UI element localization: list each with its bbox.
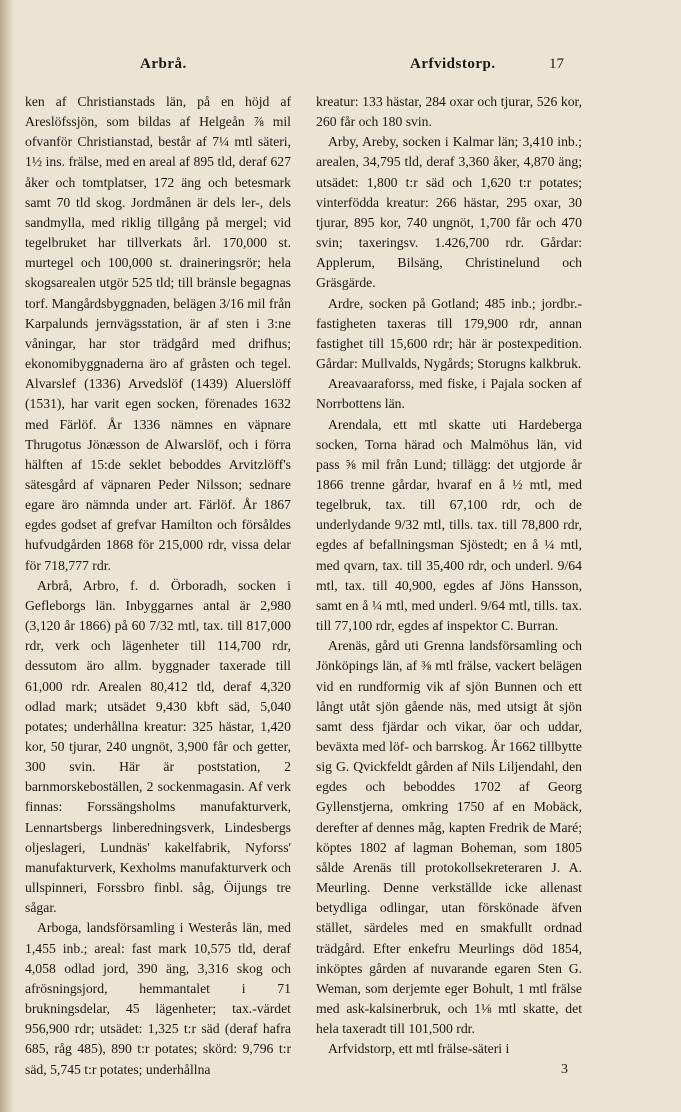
left-column <box>25 92 291 1080</box>
book-spine-shadow <box>0 0 14 1112</box>
right-column <box>316 92 582 1060</box>
page-number: 17 <box>549 56 564 72</box>
entry-paragraph: ken af Christianstads län, på en höjd af Areslöfssjön, som bildas af Helgeån ⅞ mil ofvanför Christianstad, består af 7¼ mtl säteri, 1½ ins. frälse, med en areal af 895 tld, deraf 627 åker och tomtplatser, 172 äng och betesmark samt 70 tld skog. Jordmånen är dels ler-, dels sandmylla, med riklig tillgång på mergel; vid tegelbruket har tillverkats årl. 170,000 st. murtegel och 100,000 st. draineringsrör; hela skogsarealen utgör 525 tld; till bränsle begagnas torf. Mangårdsbyggnaden, belägen 3/16 mil från Karpalunds jernvägsstation, är af sten i 3:ne våningar, har stor trädgård med drifhus; ekonomibyggnaderna äro af gråsten och tegel. Alvarslef (1336) Arvedslöf (1439) Aluerslöff (1531), har varit egen socken, förenades 1632 med Färlöf. År 1336 nämnes en väpnare Thrugotus Jönæsson de Alwarslöf, och i förra hälften af 15:de seklet beboddes Arvitzlöff's sätesgård af väpnaren Peder Nilsson; sednare egare äro nämnda under art. Färlöf. År 1867 egdes godset af grefvar Hamilton och försåldes hufvudgården 1868 för 215,000 rdr, vissa delar för 718,777 rdr. <box>25 94 291 573</box>
entry-paragraph: Arenäs, gård uti Grenna landsförsamling och Jönköpings län, af ⅜ mtl frälse, vackert belägen vid en rundformig vik af sjön Bunnen och ett långt utåt sjön gående näs, med utsigt åt sjön samt dess fjärdar och vikar, öar och uddar, beväxta med löf- och barrskog. År 1662 tillbytte sig G. Qvickfeldt gården af Nils Liljendahl, den egdes och beboddes 1702 af Georg Gyllenstjerna, omkring 1750 af en Mobäck, derefter af dennes måg, kapten Fredrik de Maré; köptes 1802 af lagman Boheman, som 1805 sålde Arenäs till protokollsekreteraren J. A. Meurling. Denne verkställde icke allenast betydliga odlingar, utan förskönade äfven stället, särdeles med en smakfullt ordnad trädgård. Efter enkefru Meurlings död 1854, inköptes gården af nuvarande egaren Sten G. Weman, som derjemte eger Bohult, 1 mtl frälse med ask-kalsinerbruk, och 1⅛ mtl skatte, det hela taxeradt till 101,500 rdr. <box>316 638 582 1037</box>
entry-paragraph: Arfvidstorp, ett mtl frälse-säteri i <box>328 1041 510 1057</box>
entry-paragraph: Ardre, socken på Gotland; 485 inb.; jordbr.-fastigheten taxeras till 179,900 rdr, annan fastighet till 15,600 rdr; här är postexpedition. Gårdar: Mullvalds, Nygårds; Storugns kalkbruk. <box>316 295 582 372</box>
entry-paragraph: Arboga, landsförsamling i Westerås län, med 1,455 inb.; areal: fast mark 10,575 tld, deraf 4,058 odlad jord, 390 äng, 3,316 skog och afrösningsjord, hemmantalet i 71 brukningsdelar, 45 lägenheter; tax.-värdet 956,900 rdr; utsädet: 1,325 t:r säd (deraf hafra 685, råg 485), 890 t:r potates; skörd: 9,796 t:r säd, 5,745 t:r potates; underhållna <box>25 920 291 1077</box>
header-left-word: Arbrå. <box>140 56 187 72</box>
entry-paragraph: Arendala, ett mtl skatte uti Hardeberga socken, Torna härad och Malmöhus län, vid pass ⅝ mil från Lund; tillägg: det utgjorde år 1866 trenne gårdar, hvaraf en å ½ mtl, med tegelbruk, tax. till 67,100 rdr, och de underlydande 9/32 mtl, tills. tax. till 78,800 rdr, egdes af befallningsman Sjöstedt; en å ¼ mtl, med qvarn, tax. till 35,400 rdr, och underl. 9/64 mtl, tax. till 40,900, egdes af Jöns Hansson, samt en å ¼ mtl, med underl. 9/64 mtl, tills. tax. till 77,100 rdr, egdes af inspektor C. Burran. <box>316 416 582 634</box>
header-right-word: Arfvidstorp. <box>410 56 496 72</box>
entry-paragraph: Areavaaraforss, med fiske, i Pajala socken af Norrbottens län. <box>316 376 582 412</box>
entry-paragraph: Arby, Areby, socken i Kalmar län; 3,410 inb.; arealen, 34,795 tld, deraf 3,360 åker, 4,870 äng; utsädet: 1,800 t:r säd och 1,620 t:r potates; vinterfödda kreatur: 266 hästar, 295 oxar, 30 tjurar, 895 kor, 740 ungnöt, 1,700 får och 470 svin; taxeringsv. 1.426,700 rdr. Gårdar: Applerum, Bilsäng, Christinelund och Gräsgärde. <box>316 134 582 291</box>
entry-paragraph: Arbrå, Arbro, f. d. Örboradh, socken i Gefleborgs län. Inbyggarnes antal är 2,980 (3,120 år 1866) på 60 7/32 mtl, tax. till 817,000 rdr, verk och lägenheter till 114,700 rdr, dessutom äro allm. byggnader taxerade till 61,000 rdr. Arealen 80,412 tld, deraf 4,320 odlad mark; utsädet 9,430 kbft säd, 5,040 potates; underhållna kreatur: 325 hästar, 1,420 kor, 50 tjurar, 240 ungnöt, 3,900 får och getter, 300 svin. Här är poststation, 2 barnmorskeboställen, 2 sockenmagasin. Af verk finnas: Forssängsholms manufakturverk, Lennartsbergs linberedningsverk, Lindesbergs oljeslageri, Lundnäs' kakelfabrik, Nyforss' manufakturverk, Kexholms manufakturverk och ullspinneri, Forssbro finbl. såg, Öijungs tre sågar. <box>25 577 291 916</box>
entry-paragraph: kreatur: 133 hästar, 284 oxar och tjurar, 526 kor, 260 får och 180 svin. <box>316 94 582 130</box>
running-header <box>0 56 681 80</box>
signature-mark: 3 <box>561 1062 568 1077</box>
